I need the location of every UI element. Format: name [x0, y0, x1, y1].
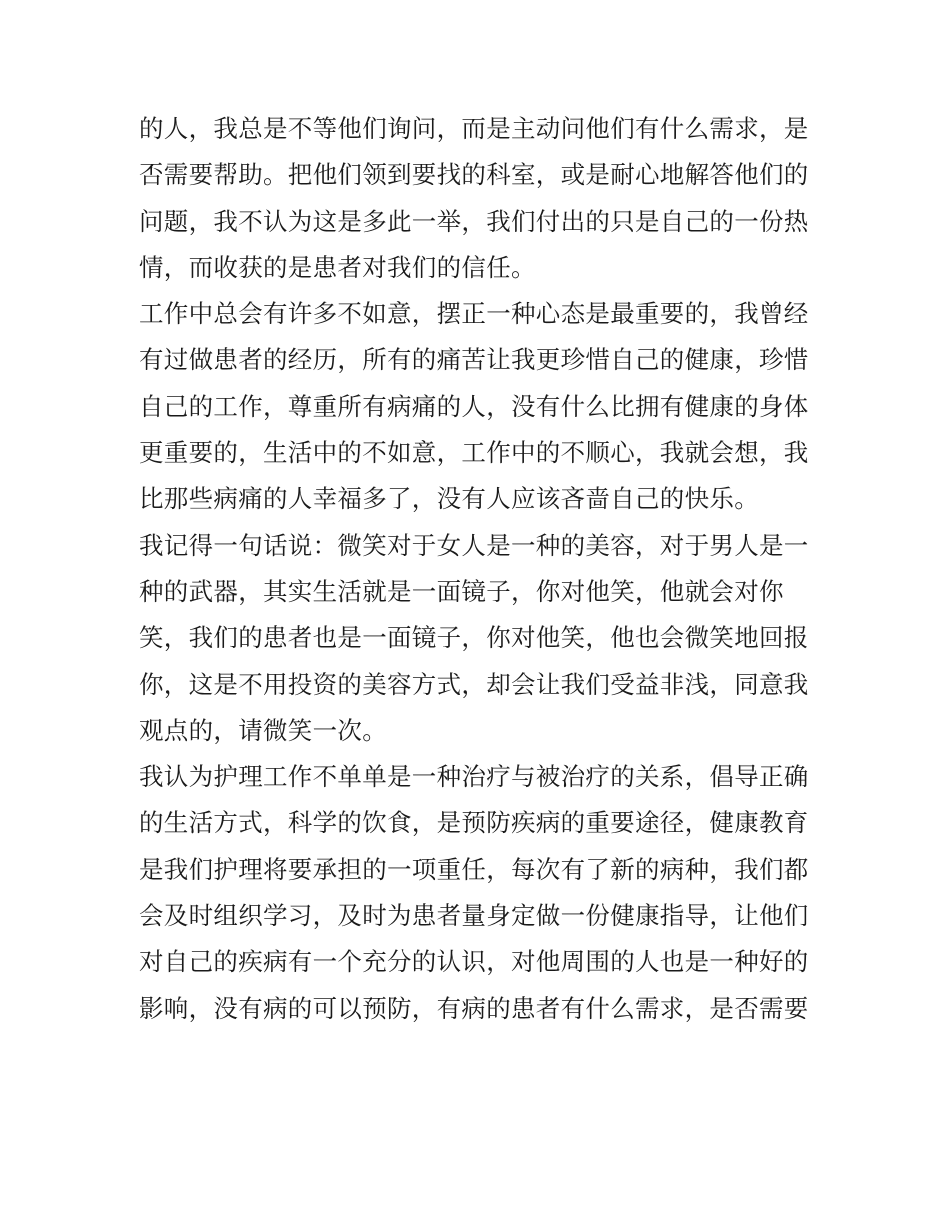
text-line: 你，这是不用投资的美容方式，却会让我们受益非浅，同意我	[139, 669, 809, 699]
text-line: 情，而收获的是患者对我们的信任。	[139, 252, 536, 282]
text-line: 工作中总会有许多不如意，摆正一种心态是最重要的，我曾经	[139, 299, 809, 329]
text-line: 影响，没有病的可以预防，有病的患者有什么需求，是否需要	[139, 993, 809, 1023]
text-line: 比那些病痛的人幸福多了，没有人应该吝啬自己的快乐。	[139, 484, 759, 514]
text-line: 我记得一句话说：微笑对于女人是一种的美容，对于男人是一	[139, 530, 809, 560]
text-line: 有过做患者的经历，所有的痛苦让我更珍惜自己的健康，珍惜	[139, 345, 809, 375]
text-line: 会及时组织学习，及时为患者量身定做一份健康指导，让他们	[139, 901, 809, 931]
text-line: 的生活方式，科学的饮食，是预防疾病的重要途径，健康教育	[139, 808, 809, 838]
text-line: 更重要的，生活中的不如意，工作中的不顺心，我就会想，我	[139, 438, 809, 468]
body-text	[139, 106, 819, 1032]
text-line: 观点的，请微笑一次。	[139, 715, 387, 745]
text-line: 是我们护理将要承担的一项重任，每次有了新的病种，我们都	[139, 854, 809, 884]
text-line: 对自己的疾病有一个充分的认识，对他周围的人也是一种好的	[139, 947, 809, 977]
text-line: 否需要帮助。把他们领到要找的科室，或是耐心地解答他们的	[139, 160, 809, 190]
text-line: 问题，我不认为这是多此一举，我们付出的只是自己的一份热	[139, 206, 809, 236]
text-line: 种的武器，其实生活就是一面镜子，你对他笑，他就会对你	[139, 576, 784, 606]
text-line: 自己的工作，尊重所有病痛的人，没有什么比拥有健康的身体	[139, 391, 809, 421]
text-line: 的人，我总是不等他们询问，而是主动问他们有什么需求，是	[139, 114, 809, 143]
text-line: 笑，我们的患者也是一面镜子，你对他笑，他也会微笑地回报	[139, 623, 809, 653]
text-line: 我认为护理工作不单单是一种治疗与被治疗的关系，倡导正确	[139, 762, 809, 792]
